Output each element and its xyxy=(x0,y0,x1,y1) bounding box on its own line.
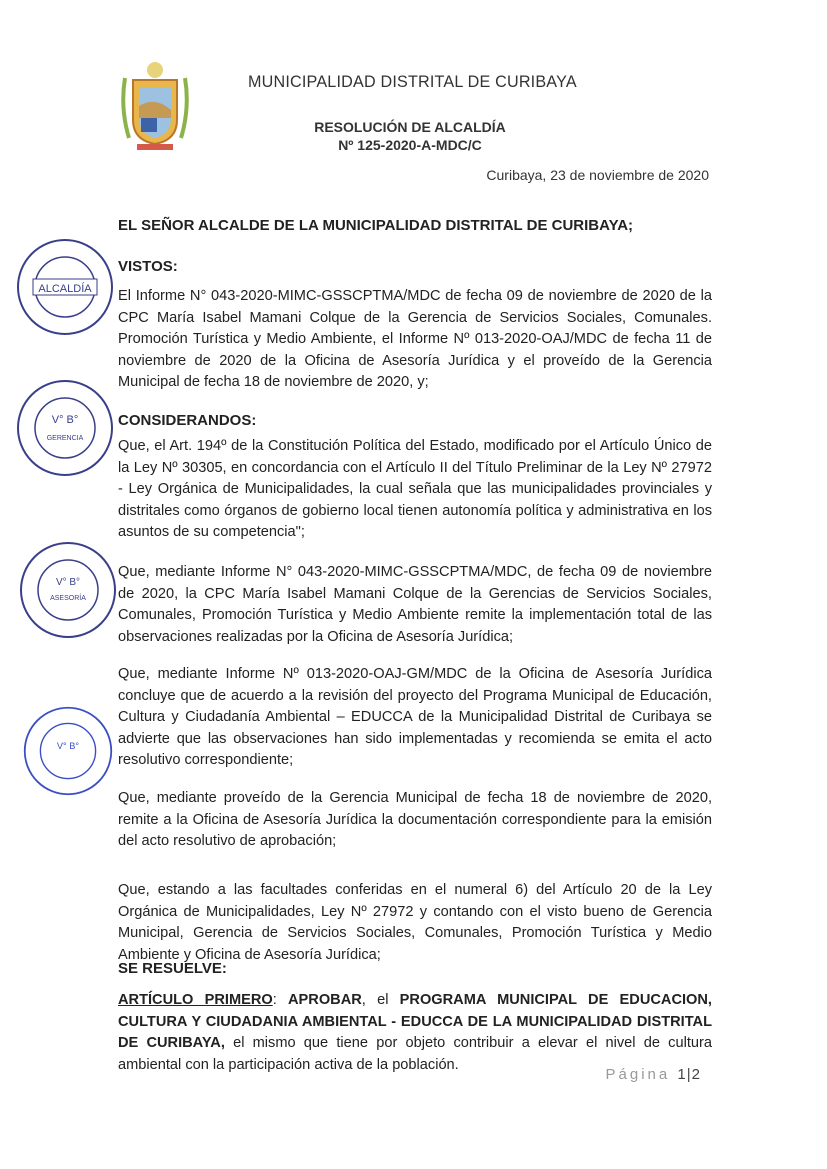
considerandos-title: CONSIDERANDOS: xyxy=(118,412,257,429)
place-date: Curibaya, 23 de noviembre de 2020 xyxy=(486,167,709,183)
document-number: Nº 125-2020-A-MDC/C xyxy=(338,137,482,153)
alcaldia-stamp xyxy=(15,237,115,337)
article-sep: : xyxy=(272,992,289,1008)
blue-vobo-stamp xyxy=(22,705,114,797)
article-text: , el xyxy=(361,992,400,1008)
article-first-paragraph xyxy=(118,990,712,1076)
municipal-coat-of-arms-logo xyxy=(115,58,195,153)
considerando-paragraph: Que, estando a las facultades conferidas en el numeral 6) del Artículo 20 de la Ley Orgánica de Municipalidades, Ley Nº 27972 y contando con el visto bueno de Gerencia Municipal, Gerencia de Servicios Sociales, Comunales, Promoción Turística y Medio Ambiente y Oficina de Asesoría Jurídica; xyxy=(118,882,712,963)
considerando-paragraph: Que, mediante proveído de la Gerencia Municipal de fecha 18 de noviembre de 2020, remite a la Oficina de Asesoría Jurídica la documentación correspondiente para la emisión del acto resolutivo de aprobación; xyxy=(118,790,712,849)
article-text: el mismo que tiene por objeto contribuir a elevar el nivel de cultura ambiental con la participación activa de la población. xyxy=(118,1035,712,1073)
approve-word: APROBAR xyxy=(288,992,362,1008)
considerando-paragraph: Que, mediante Informe Nº 013-2020-OAJ-GM/MDC de la Oficina de Asesoría Jurídica concluye que de acuerdo a la revisión del proyecto del Programa Municipal de Educación, Cultura y Ciudadanía Ambiental – EDUCCA de la Municipalidad Distrital de Curibaya se advierte que las observaciones han sido implementadas y recomienda se emita el acto resolutivo correspondiente; xyxy=(118,666,712,768)
article-label: ARTÍCULO PRIMERO xyxy=(118,992,273,1008)
program-name: PROGRAMA MUNICIPAL DE EDUCACION, CULTURA Y CIUDADANIA AMBIENTAL - EDUCCA DE LA MUNICIPALIDAD DISTRITAL DE CURIBAYA, xyxy=(118,992,712,1051)
vistos-title: VISTOS: xyxy=(118,258,178,275)
page-word: Página xyxy=(605,1066,671,1083)
considerando-paragraph: Que, mediante Informe N° 043-2020-MIMC-GSSCPTMA/MDC, de fecha 09 de noviembre de 2020, la CPC María Isabel Mamani Colque de la Gerencias de Servicios Sociales, Comunales, Promoción Turística y Medio Ambiente remite la implementación total de las observaciones realizadas por la Oficina de Asesoría Jurídica; xyxy=(118,564,712,645)
svg-text:V° B°: V° B° xyxy=(56,741,80,752)
page-total: 2 xyxy=(691,1066,701,1083)
page-number: 1 xyxy=(677,1066,687,1083)
page-separator: | xyxy=(686,1066,692,1083)
svg-text:V° B°: V° B° xyxy=(51,414,79,426)
considerando-paragraph: Que, el Art. 194º de la Constitución Política del Estado, modificado por el Artículo Único de la Ley Nº 30305, en concordancia con el Artículo II del Título Preliminar de la Ley Nº 27972 - Ley Orgánica de Municipalidades, la cual señala que las municipalidades provinciales y distritales como órganos de gobierno local tienen autonomía política y administrativa en los asuntos de su competencia"; xyxy=(118,438,712,540)
institution-name: MUNICIPALIDAD DISTRITAL DE CURIBAYA xyxy=(248,72,577,91)
se-resuelve-title: SE RESUELVE: xyxy=(118,960,227,977)
document-type: RESOLUCIÓN DE ALCALDÍA xyxy=(314,119,506,135)
gerencia-municipal-stamp xyxy=(15,378,115,478)
svg-text:ALCALDÍA: ALCALDÍA xyxy=(38,283,92,295)
svg-text:V° B°: V° B° xyxy=(55,577,81,588)
svg-text:GERENCIA: GERENCIA xyxy=(46,435,84,442)
document-heading: EL SEÑOR ALCALDE DE LA MUNICIPALIDAD DISTRITAL DE CURIBAYA; xyxy=(118,217,634,234)
vistos-paragraph: El Informe N° 043-2020-MIMC-GSSCPTMA/MDC de fecha 09 de noviembre de 2020 de la CPC María Isabel Mamani Colque de la Gerencia de Servicios Sociales, Comunales. Promoción Turística y Medio Ambiente, el Informe Nº 013-2020-OAJ/MDC de fecha 11 de noviembre de 2020 de la Oficina de Asesoría Jurídica y el proveído de la Gerencia Municipal de fecha 18 de noviembre de 2020, y; xyxy=(118,288,712,390)
page-footer xyxy=(606,1066,701,1083)
svg-text:ASESORÍA: ASESORÍA xyxy=(50,595,86,602)
resolution-title xyxy=(300,118,520,154)
asesoria-juridica-stamp xyxy=(18,540,118,640)
